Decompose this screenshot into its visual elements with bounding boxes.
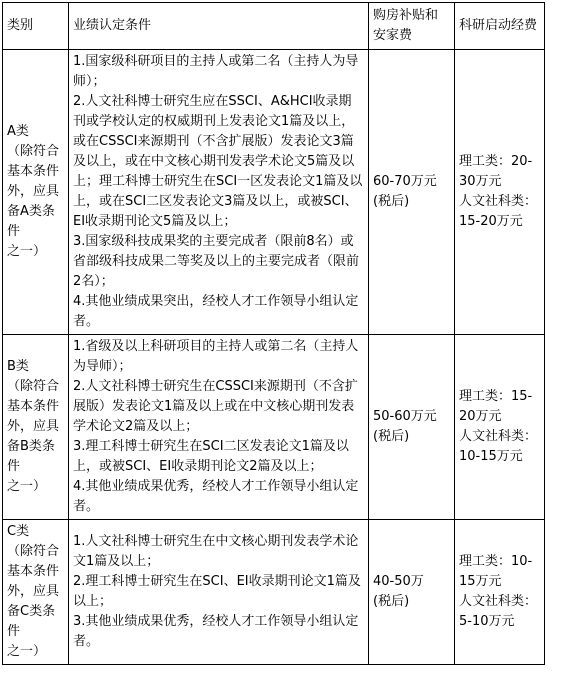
category-line: （除符合 (7, 544, 60, 559)
condition-item: 2.人文社科博士研究生应在SSCI、A&HCI收录期刊或学校认定的权威期刊上发表论文1篇及以上，或在CSSCI来源期刊（不含扩展版）发表论文3篇及以上，或在中文核心期刊发表学术论文5篇及以上；理工科博士研究生在SCI一区发表论文1篇及以上，或在SCI二区发表论文3篇及以上，或被SCI、EI收录期刊论文5篇及以上； (73, 94, 363, 229)
condition-item: 1.人文社科博士研究生在中文核心期刊发表学术论文1篇及以上； (73, 534, 359, 569)
category-line: 外，应具 (7, 419, 60, 434)
subsidy-line: 50-60万元 (373, 409, 437, 424)
condition-item: 2.人文社科博士研究生在CSSCI来源期刊（不含扩展版）发表论文1篇及以上或在中文核心期刊发表学术论文2篇及以上； (73, 379, 358, 434)
condition-item: 1.省级及以上科研项目的主持人或第二名（主持人为导师）； (73, 339, 359, 374)
funding-line: 5-10万元 (459, 614, 515, 629)
table-row-b (3, 335, 545, 520)
funding-cell-a (455, 50, 545, 335)
category-line: 外，应具 (7, 184, 60, 199)
category-line: 之一） (7, 244, 47, 259)
category-line: B类 (7, 359, 29, 374)
subsidy-line: (税后) (373, 594, 410, 609)
category-line: 基本条件 (7, 399, 60, 414)
header-funding: 科研启动经费 (455, 3, 545, 50)
subsidy-cell-a (369, 50, 455, 335)
funding-line: 理工类：20- (459, 154, 533, 169)
funding-cell-c (455, 520, 545, 665)
subsidy-cell-c (369, 520, 455, 665)
category-line: 外，应具 (7, 584, 60, 599)
category-line: （除符合 (7, 144, 60, 159)
funding-line: 理工类：10- (459, 554, 533, 569)
condition-item: 2.理工科博士研究生在SCI、EI收录期刊论文1篇及以上； (73, 574, 361, 609)
table-row-a (3, 50, 545, 335)
condition-item: 3.国家级科技成果奖的主要完成者（限前8名）或省部级科技成果二等奖及以上的主要完成者（限前2名）； (73, 234, 360, 289)
header-subsidy: 购房补贴和安家费 (369, 3, 455, 50)
funding-line: 人文社科类： (459, 594, 538, 609)
category-line: 备B类条件 (7, 439, 55, 474)
header-category: 类别 (3, 3, 69, 50)
header-conditions: 业绩认定条件 (69, 3, 369, 50)
condition-item: 3.其他业绩成果优秀，经校人才工作领导小组认定者。 (73, 614, 359, 649)
condition-item: 4.其他业绩成果优秀，经校人才工作领导小组认定者。 (73, 479, 359, 514)
funding-cell-b (455, 335, 545, 520)
category-cell-c (3, 520, 69, 665)
subsidy-line: (税后) (373, 429, 410, 444)
funding-line: 理工类：15- (459, 389, 533, 404)
subsidy-cell-b (369, 335, 455, 520)
header-row (3, 3, 545, 50)
funding-line: 30万元 (459, 174, 502, 189)
category-line: A类 (7, 124, 29, 139)
talent-criteria-table (2, 2, 545, 665)
category-line: 基本条件 (7, 564, 60, 579)
category-line: 备A类条件 (7, 204, 55, 239)
subsidy-line: (税后) (373, 194, 410, 209)
funding-line: 20万元 (459, 409, 502, 424)
category-cell-b (3, 335, 69, 520)
conditions-cell-a (69, 50, 369, 335)
funding-line: 15-20万元 (459, 214, 523, 229)
condition-item: 3.理工科博士研究生在SCI二区发表论文1篇及以上，或被SCI、EI收录期刊论文2篇及以上； (73, 439, 349, 474)
conditions-cell-b (69, 335, 369, 520)
condition-item: 1.国家级科研项目的主持人或第二名（主持人为导师）； (73, 54, 359, 89)
funding-line: 15万元 (459, 574, 502, 589)
subsidy-line: 40-50万 (373, 574, 424, 589)
category-line: 之一） (7, 479, 47, 494)
conditions-cell-c (69, 520, 369, 665)
funding-line: 人文社科类： (459, 194, 538, 209)
funding-line: 人文社科类： (459, 429, 538, 444)
category-line: C类 (7, 524, 30, 539)
category-line: 备C类条件 (7, 604, 56, 639)
table-row-c (3, 520, 545, 665)
category-line: 之一） (7, 644, 47, 659)
condition-item: 4.其他业绩成果突出，经校人才工作领导小组认定者。 (73, 294, 359, 329)
funding-line: 10-15万元 (459, 449, 523, 464)
category-cell-a (3, 50, 69, 335)
subsidy-line: 60-70万元 (373, 174, 437, 189)
category-line: 基本条件 (7, 164, 60, 179)
category-line: （除符合 (7, 379, 60, 394)
